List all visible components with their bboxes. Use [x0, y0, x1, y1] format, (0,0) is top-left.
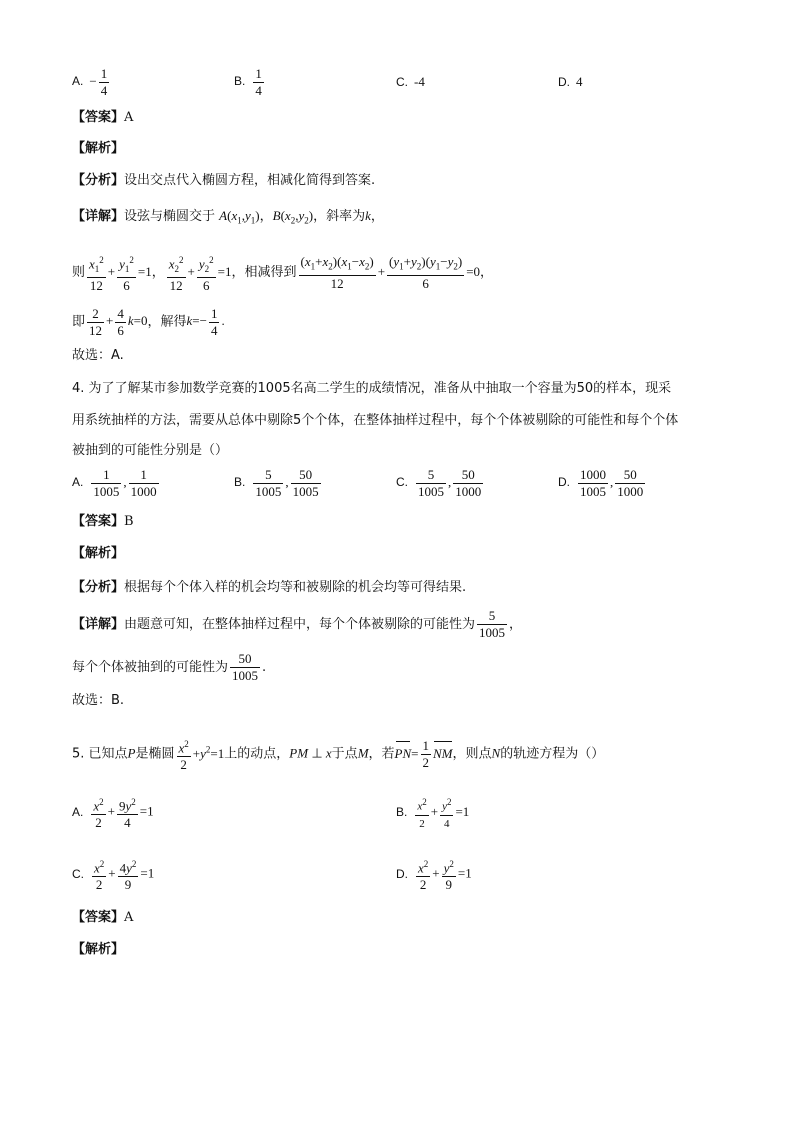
- q4-conclusion: 故选：B.: [72, 693, 125, 708]
- q5-analysis-heading: 【解析】: [72, 942, 125, 957]
- q4-detail-line-1: 【详解】由题意可知，在整体抽样过程中，每个个体被剔除的可能性为 $\frac{5}{1005}$ ，: [72, 608, 523, 640]
- q3-option-d: D. 4: [558, 74, 583, 89]
- q4-stem-line-1: 4. 为了了解某市参加数学竞赛的1005名高二学生的成绩情况，准备从中抽取一个容量为50的样本，现采: [72, 381, 672, 396]
- q4-answer: 【答案】B: [72, 514, 134, 529]
- q4-stem-line-3: 被抽到的可能性分别是（）: [72, 443, 229, 458]
- q5-option-a: A. $\frac{x^2}{2}$ + $\frac{9y^2}{4}$ =1: [72, 794, 154, 831]
- q5-answer: 【答案】A: [72, 910, 134, 925]
- q3-option-a: A. − $\frac{1}{4}$: [72, 66, 108, 98]
- q3-conclusion: 故选：A.: [72, 348, 124, 363]
- q4-option-a: A. $\frac{1}{1005}$ , $\frac{1}{1000}$: [72, 467, 157, 499]
- q3-answer: 【答案】A: [72, 110, 134, 125]
- q3-option-a-fraction: $\frac{1}{4}$: [100, 66, 108, 98]
- q3-option-b: B. $\frac{1}{4}$: [234, 66, 262, 98]
- q4-fenxi: 【分析】根据每个个体入样的机会均等和被剔除的机会均等可得结果.: [72, 580, 467, 595]
- q3-detail-line-2: 则 $\frac{x_1^2}{12}$ + $\frac{y_1^2}{6}$ =1， $\frac{x_2^2}{12}$ + $\frac{y_2^2}{6}$ =1，相减得到 $\frac{(x_1+x_2)(x_1-x_2)}{12}$ + $\frac{(y_1+y_2)(y_1-y_2)}{6}$ =0，: [72, 252, 493, 294]
- q5-stem: 5. 已知点P是椭圆 $\frac{x^2}{2}$ $+y^2=1$上的动点，PM ⊥ x于点M，若PN= $\frac{1}{2}$ NM，则点N的轨迹方程为（）: [72, 736, 604, 773]
- q3-detail-line-1: 【详解】设弦与椭圆交于 $A(x_1,y_1)$，$B(x_2,y_2)$，斜率为k，: [72, 208, 384, 226]
- q3-option-b-fraction: $\frac{1}{4}$: [255, 66, 262, 98]
- q4-option-c: C. $\frac{5}{1005}$ , $\frac{50}{1000}$: [396, 467, 482, 499]
- q4-option-d: D. $\frac{1000}{1005}$ , $\frac{50}{1000}$: [558, 467, 644, 499]
- q4-stem-line-2: 用系统抽样的方法，需要从总体中剔除5个个体，在整体抽样过程中，每个个体被剔除的可能性和每个个体: [72, 413, 679, 428]
- q5-option-d: D. $\frac{x^2}{2}$ + $\frac{y^2}{9}$ =1: [396, 856, 472, 893]
- q4-option-b: B. $\frac{5}{1005}$ , $\frac{50}{1005}$: [234, 467, 319, 499]
- q3-option-c: C. -4: [396, 74, 425, 89]
- q3-detail-line-3: 即 $\frac{2}{12}$ + $\frac{4}{6}$ k=0，解得k=− $\frac{1}{4}$ .: [72, 306, 225, 338]
- q3-fenxi: 【分析】设出交点代入椭圆方程，相减化简得到答案.: [72, 173, 376, 188]
- q4-detail-line-2: 每个个体被抽到的可能性为 $\frac{50}{1005}$ .: [72, 651, 267, 683]
- q5-option-b: B. $\frac{x^2}{2}$ + $\frac{y^2}{4}$ =1: [396, 794, 469, 832]
- q4-analysis-heading: 【解析】: [72, 546, 125, 561]
- q5-option-c: C. $\frac{x^2}{2}$ + $\frac{4y^2}{9}$ =1: [72, 856, 154, 893]
- q3-analysis-heading: 【解析】: [72, 141, 125, 156]
